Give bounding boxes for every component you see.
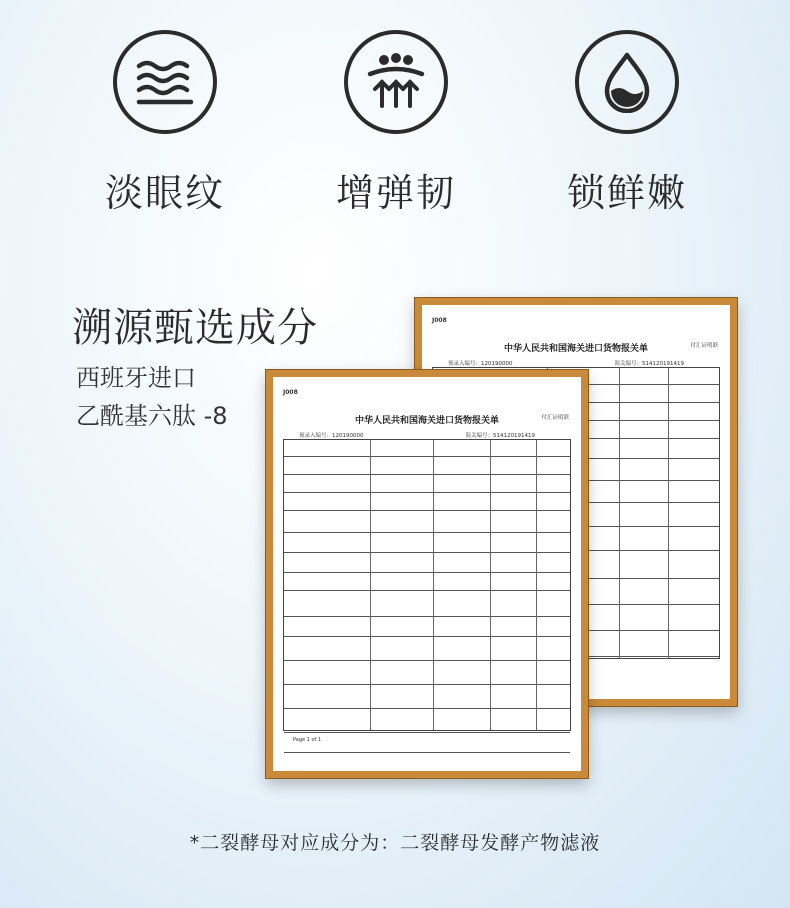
uplift-arrows-icon — [344, 30, 448, 134]
feature-fine-lines — [105, 30, 225, 217]
section-title: 溯源甄选成分 — [72, 305, 318, 351]
doc-title: 中华人民共和国海关进口货物报关单 — [503, 344, 648, 354]
doc-customs-no: 海关编号：514120191419 — [465, 433, 535, 439]
doc-customs-no: 海关编号：514120191419 — [614, 361, 684, 367]
customs-declaration-front — [266, 370, 588, 778]
doc-pre-entry: 预录入编号：120190000 — [448, 361, 513, 367]
doc-corner-label: 付汇证明联 — [541, 415, 569, 421]
feature-label: 淡眼纹 — [105, 171, 226, 215]
doc-title: 中华人民共和国海关进口货物报关单 — [354, 416, 499, 426]
feature-freshness — [567, 30, 687, 217]
wave-lines-icon — [113, 30, 217, 134]
feature-label: 增弹韧 — [336, 171, 457, 215]
origin-text: 西班牙进口 — [76, 364, 196, 392]
ingredient-text: 乙酰基六肽 -8 — [76, 402, 228, 430]
water-drop-icon — [575, 30, 679, 134]
doc-code: J008 — [283, 389, 298, 396]
doc-corner-label: 付汇证明联 — [690, 343, 718, 349]
feature-elasticity — [336, 30, 456, 217]
footnote: *二裂酵母对应成分为：二裂酵母发酵产物滤液 — [189, 832, 601, 854]
doc-pre-entry: 预录入编号：120190000 — [299, 433, 364, 439]
doc-table — [283, 439, 571, 731]
feature-label: 锁鲜嫩 — [567, 171, 688, 215]
doc-code: J008 — [432, 317, 447, 324]
doc-page-number: Page 1 of 1 — [293, 737, 322, 743]
